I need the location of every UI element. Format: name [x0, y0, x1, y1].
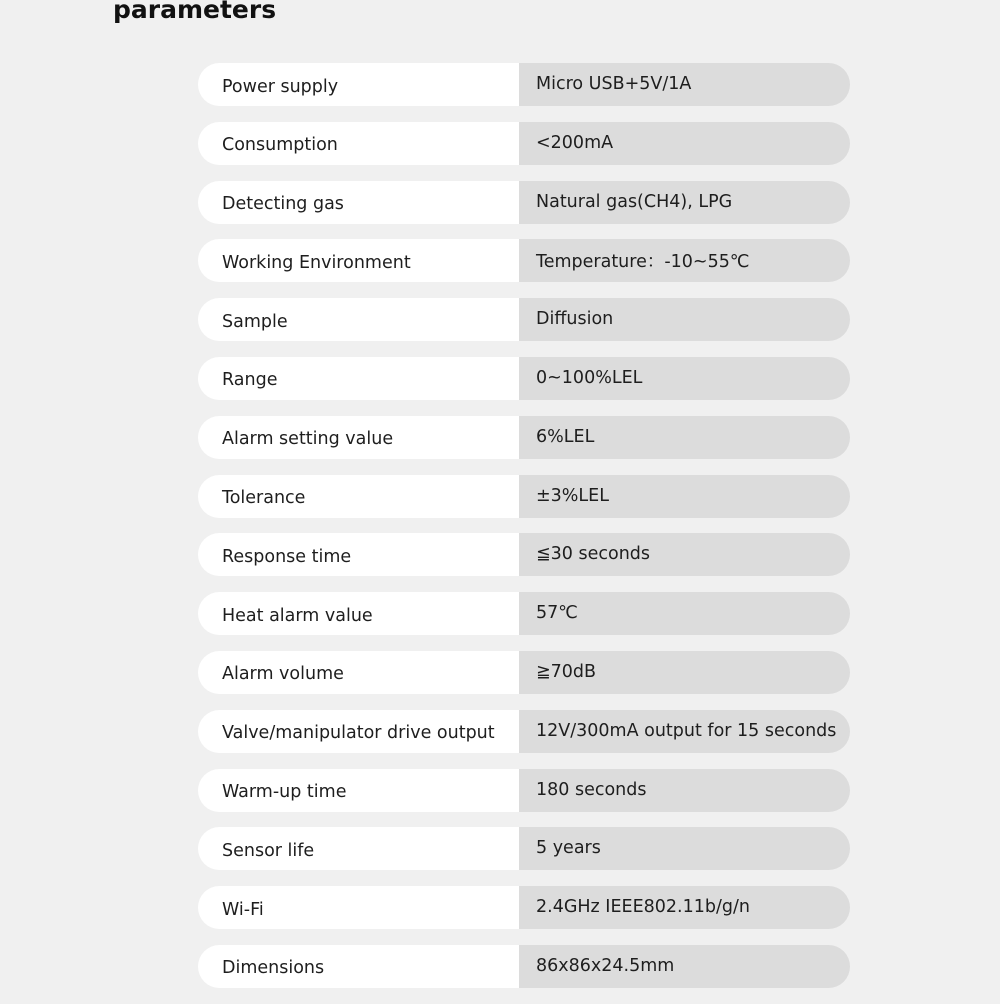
spec-label: Dimensions: [198, 945, 519, 988]
spec-value: <200mA: [519, 122, 850, 165]
spec-table: [198, 63, 850, 1004]
spec-label: Wi-Fi: [198, 886, 519, 929]
spec-label: Power supply: [198, 63, 519, 106]
spec-label: Consumption: [198, 122, 519, 165]
spec-value: 86x86x24.5mm: [519, 945, 850, 988]
spec-row: [198, 827, 850, 870]
spec-label: Response time: [198, 533, 519, 576]
spec-value: Micro USB+5V/1A: [519, 63, 850, 106]
spec-row: [198, 475, 850, 518]
spec-label: Sensor life: [198, 827, 519, 870]
spec-value: 57℃: [519, 592, 850, 635]
spec-value: Temperature：-10~55℃: [519, 239, 850, 282]
spec-label: Detecting gas: [198, 181, 519, 224]
spec-value: 2.4GHz IEEE802.11b/g/n: [519, 886, 850, 929]
spec-value: 180 seconds: [519, 769, 850, 812]
spec-row: [198, 63, 850, 106]
spec-row: [198, 239, 850, 282]
spec-row: [198, 298, 850, 341]
spec-label: Warm-up time: [198, 769, 519, 812]
spec-row: [198, 416, 850, 459]
spec-label: Alarm setting value: [198, 416, 519, 459]
spec-row: [198, 886, 850, 929]
spec-row: [198, 945, 850, 988]
spec-label: Working Environment: [198, 239, 519, 282]
spec-value: 12V/300mA output for 15 seconds: [519, 710, 850, 753]
spec-row: [198, 710, 850, 753]
spec-label: Alarm volume: [198, 651, 519, 694]
spec-row: [198, 592, 850, 635]
spec-value: ≧70dB: [519, 651, 850, 694]
spec-row: [198, 769, 850, 812]
spec-value: ±3%LEL: [519, 475, 850, 518]
spec-value: 6%LEL: [519, 416, 850, 459]
spec-row: [198, 651, 850, 694]
spec-label: Sample: [198, 298, 519, 341]
spec-value: 0~100%LEL: [519, 357, 850, 400]
spec-row: [198, 122, 850, 165]
spec-row: [198, 181, 850, 224]
spec-row: [198, 533, 850, 576]
spec-value: 5 years: [519, 827, 850, 870]
spec-value: Diffusion: [519, 298, 850, 341]
spec-value: Natural gas(CH4), LPG: [519, 181, 850, 224]
spec-value: ≦30 seconds: [519, 533, 850, 576]
spec-label: Tolerance: [198, 475, 519, 518]
spec-label: Valve/manipulator drive output: [198, 710, 519, 753]
page-title: parameters: [113, 0, 277, 24]
spec-label: Range: [198, 357, 519, 400]
spec-row: [198, 357, 850, 400]
spec-label: Heat alarm value: [198, 592, 519, 635]
